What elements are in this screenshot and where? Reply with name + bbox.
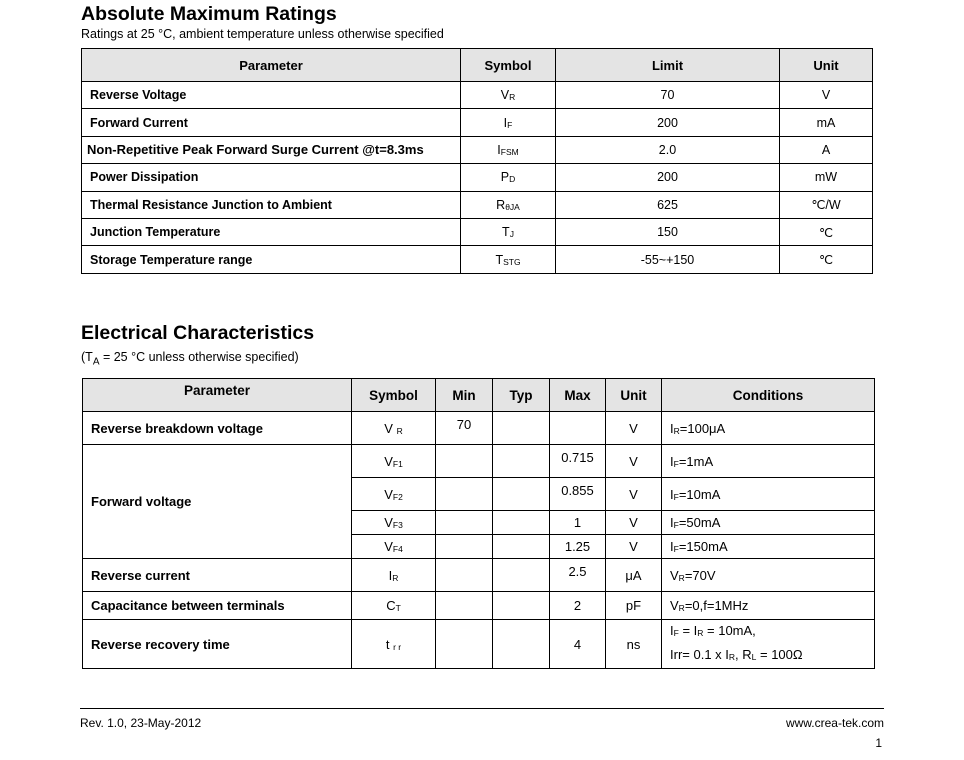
footer-divider: [80, 708, 884, 709]
symbol-cell: [461, 136, 556, 163]
unit-cell: ℃: [780, 218, 873, 245]
symbol-main: t: [385, 636, 394, 652]
unit-cell: mA: [780, 109, 873, 136]
cond-main: V: [670, 598, 679, 613]
symbol-cell: [461, 246, 556, 273]
unit-cell: ℃/W: [780, 191, 873, 218]
conditions-cell: [662, 445, 875, 478]
parameter-cell: Forward Current: [82, 109, 461, 136]
cond-sub: F: [673, 458, 679, 469]
cond-main: I: [670, 420, 674, 436]
header-max: Max: [550, 379, 606, 412]
max-cell: 0.855: [550, 478, 606, 511]
ec-subtitle-sub: A: [92, 356, 100, 368]
table-row: [82, 164, 873, 191]
ec-title: Electrical Characteristics: [81, 322, 315, 344]
symbol-main: V: [384, 515, 393, 530]
symbol-cell: [352, 535, 436, 559]
symbol-sub: F3: [392, 520, 403, 530]
parameter-cell: Reverse recovery time: [83, 620, 352, 669]
symbol-sub: θJA: [505, 201, 520, 212]
cond-rest: =0,f=1MHz: [684, 598, 749, 613]
typ-cell: [493, 592, 550, 620]
typ-cell: [493, 478, 550, 511]
symbol-sub: F: [507, 119, 513, 130]
ec-subtitle: [81, 350, 299, 368]
unit-cell: V: [606, 535, 662, 559]
typ-cell: [493, 620, 550, 669]
limit-cell: 625: [556, 191, 780, 218]
cond-sub: F: [673, 544, 679, 554]
parameter-cell: Reverse Voltage: [82, 82, 461, 109]
symbol-cell: [352, 445, 436, 478]
cond-rest: =1mA: [678, 453, 714, 469]
table-row: [83, 412, 875, 445]
symbol-sub: R: [392, 572, 399, 583]
conditions-cell: [662, 478, 875, 511]
conditions-cell: [662, 592, 875, 620]
symbol-sub: F1: [392, 458, 403, 469]
typ-cell: [493, 412, 550, 445]
symbol-main: C: [386, 598, 396, 613]
symbol-sub: R: [509, 92, 516, 103]
symbol-sub: J: [509, 229, 514, 240]
unit-cell: mW: [780, 164, 873, 191]
min-cell: [436, 620, 493, 669]
header-unit: Unit: [606, 379, 662, 412]
table-header-row: [83, 379, 875, 412]
symbol-main: R: [496, 197, 506, 212]
cond-rest: =100μA: [679, 420, 726, 436]
footer-website-link[interactable]: www.crea-tek.com: [785, 716, 884, 730]
table-row: [83, 592, 875, 620]
unit-cell: V: [606, 445, 662, 478]
header-typ: Typ: [493, 379, 550, 412]
conditions-cell: [662, 620, 875, 669]
cond-main: I: [670, 453, 674, 469]
symbol-main: I: [503, 115, 508, 130]
table-row: [83, 445, 875, 478]
header-min: Min: [436, 379, 493, 412]
cond-sub: F: [673, 520, 679, 530]
table-header-row: [82, 49, 873, 82]
symbol-cell: [461, 218, 556, 245]
unit-cell: ns: [606, 620, 662, 669]
symbol-sub: F4: [392, 544, 403, 554]
symbol-cell: [352, 511, 436, 535]
symbol-sub: D: [509, 174, 516, 185]
ec-subtitle-pre: (T: [81, 350, 93, 364]
cond-sub: R: [673, 425, 680, 436]
table-row: [82, 191, 873, 218]
condition-line-1: [670, 620, 874, 644]
table-row: [82, 82, 873, 109]
max-cell: 1: [550, 511, 606, 535]
cond-mid: , R: [735, 647, 752, 662]
limit-cell: 200: [556, 109, 780, 136]
symbol-main: V: [384, 539, 393, 554]
cond-rest: =10mA: [678, 486, 721, 502]
condition-line-2: [670, 644, 874, 668]
table-row: [82, 218, 873, 245]
min-cell: 70: [436, 412, 493, 445]
conditions-cell: [662, 535, 875, 559]
symbol-main: T: [502, 225, 510, 240]
symbol-main: I: [388, 567, 393, 583]
symbol-main: I: [497, 142, 501, 157]
typ-cell: [493, 445, 550, 478]
symbol-cell: [352, 592, 436, 620]
unit-cell: ℃: [780, 246, 873, 273]
parameter-cell: Reverse breakdown voltage: [83, 412, 352, 445]
cond-sub: R: [678, 572, 685, 583]
max-cell: 2: [550, 592, 606, 620]
symbol-sub: r r: [393, 641, 402, 652]
unit-cell: V: [606, 478, 662, 511]
symbol-sub: T: [395, 603, 401, 613]
parameter-cell: Thermal Resistance Junction to Ambient: [82, 191, 461, 218]
typ-cell: [493, 511, 550, 535]
limit-cell: 70: [556, 82, 780, 109]
symbol-cell: [352, 412, 436, 445]
cond-sub: R: [678, 603, 685, 613]
parameter-cell: Power Dissipation: [82, 164, 461, 191]
min-cell: [436, 478, 493, 511]
page-number: 1: [875, 736, 882, 750]
electrical-characteristics-table: [82, 378, 875, 669]
limit-cell: -55~+150: [556, 246, 780, 273]
amr-subtitle: Ratings at 25 °C, ambient temperature unless otherwise specified: [81, 27, 444, 41]
symbol-cell: [461, 109, 556, 136]
min-cell: [436, 559, 493, 592]
cond-sub: R: [728, 652, 736, 662]
cond-rest: = 100Ω: [756, 647, 803, 662]
parameter-cell: Capacitance between terminals: [83, 592, 352, 620]
parameter-cell: Storage Temperature range: [82, 246, 461, 273]
parameter-cell: Forward voltage: [83, 445, 352, 559]
min-cell: [436, 535, 493, 559]
symbol-sub: STG: [503, 256, 521, 267]
cond-main: I: [670, 486, 674, 502]
symbol-sub: R: [396, 425, 403, 436]
max-cell: 0.715: [550, 445, 606, 478]
symbol-sub: FSM: [500, 146, 519, 157]
limit-cell: 150: [556, 218, 780, 245]
absolute-maximum-ratings-table: [81, 48, 873, 274]
unit-cell: pF: [606, 592, 662, 620]
symbol-main: P: [500, 170, 510, 185]
symbol-main: T: [495, 252, 504, 267]
cond-sub: R: [697, 628, 704, 638]
typ-cell: [493, 559, 550, 592]
parameter-cell: Reverse current: [83, 559, 352, 592]
max-cell: [550, 412, 606, 445]
max-cell: 2.5: [550, 559, 606, 592]
header-symbol: Symbol: [352, 379, 436, 412]
cond-rest: =50mA: [678, 515, 721, 530]
header-conditions: Conditions: [662, 379, 875, 412]
header-unit: Unit: [780, 49, 873, 82]
header-parameter: Parameter: [82, 49, 461, 82]
symbol-sub: F2: [392, 491, 403, 502]
unit-cell: V: [606, 412, 662, 445]
table-row: [82, 246, 873, 273]
limit-cell: 200: [556, 164, 780, 191]
symbol-main: V: [384, 486, 393, 502]
symbol-cell: [461, 82, 556, 109]
cond-rest: =150mA: [678, 539, 728, 554]
header-parameter: Parameter: [83, 379, 352, 412]
cond-sub: F: [673, 491, 679, 502]
cond-rest: =70V: [684, 567, 716, 583]
conditions-cell: [662, 511, 875, 535]
header-symbol: Symbol: [461, 49, 556, 82]
max-cell: 4: [550, 620, 606, 669]
unit-cell: V: [780, 82, 873, 109]
conditions-cell: [662, 412, 875, 445]
table-row: [82, 109, 873, 136]
symbol-cell: [461, 191, 556, 218]
max-cell: 1.25: [550, 535, 606, 559]
unit-cell: A: [780, 136, 873, 163]
conditions-cell: [662, 559, 875, 592]
symbol-main: V: [384, 420, 397, 436]
symbol-cell: [352, 559, 436, 592]
header-limit: Limit: [556, 49, 780, 82]
cond-sub: L: [751, 652, 757, 662]
parameter-cell: Junction Temperature: [82, 218, 461, 245]
symbol-main: V: [384, 453, 393, 469]
table-row: [82, 136, 873, 163]
cond-main: Irr= 0.1 x I: [670, 647, 729, 662]
footer-revision: Rev. 1.0, 23-May-2012: [80, 716, 202, 730]
unit-cell: V: [606, 511, 662, 535]
cond-main: I: [670, 539, 674, 554]
cond-main: V: [670, 567, 679, 583]
typ-cell: [493, 535, 550, 559]
cond-sub: F: [673, 628, 679, 638]
limit-cell: 2.0: [556, 136, 780, 163]
cond-main: I: [670, 623, 674, 638]
cond-main: I: [670, 515, 674, 530]
unit-cell: μA: [606, 559, 662, 592]
min-cell: [436, 592, 493, 620]
cond-mid: = I: [678, 623, 698, 638]
symbol-main: V: [500, 88, 510, 103]
min-cell: [436, 511, 493, 535]
parameter-cell: Non-Repetitive Peak Forward Surge Current @t=8.3ms: [82, 136, 461, 163]
amr-title: Absolute Maximum Ratings: [81, 3, 337, 25]
ec-subtitle-post: = 25 °C unless otherwise specified): [99, 350, 299, 364]
cond-rest: = 10mA,: [703, 623, 756, 638]
min-cell: [436, 445, 493, 478]
table-row: [83, 620, 875, 669]
symbol-cell: [461, 164, 556, 191]
symbol-cell: [352, 478, 436, 511]
table-row: [83, 559, 875, 592]
symbol-cell: [352, 620, 436, 669]
